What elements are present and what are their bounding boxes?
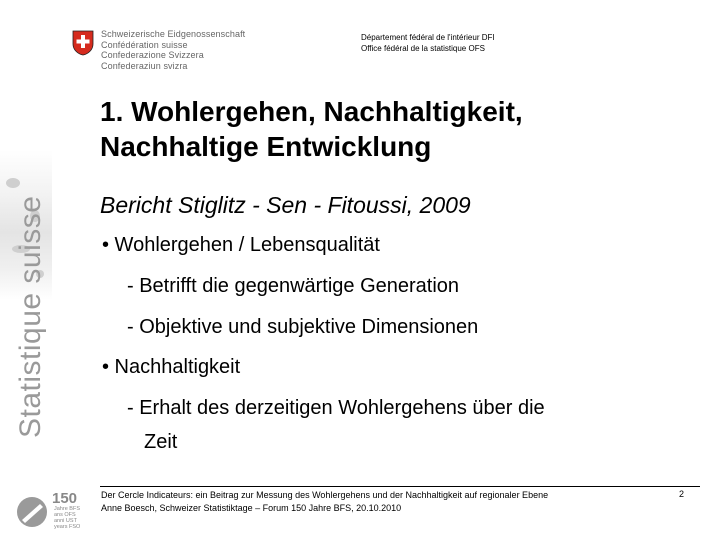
title-line-1: 1. Wohlergehen, Nachhaltigkeit, (100, 96, 523, 127)
title-line-2: Nachhaltige Entwicklung (100, 131, 432, 162)
footer-divider (100, 486, 700, 487)
anniversary-line-it: anni UST (54, 518, 77, 524)
bullet-wohlergehen: • Wohlergehen / Lebensqualität (102, 234, 380, 256)
anniversary-line-en: years FSO (54, 524, 81, 530)
page-number: 2 (679, 489, 685, 499)
footer-line-2: Anne Boesch, Schweizer Statistiktage – Forum 150 Jahre BFS, 20.10.2010 (101, 503, 402, 513)
confed-line-rm: Confederaziun svizra (101, 60, 188, 71)
footer-text (101, 489, 548, 515)
anniversary-line-de: Jahre BFS (54, 506, 80, 512)
sub-bullet-generation: - Betrifft die gegenwärtige Generation (127, 275, 460, 297)
footer-line-1: Der Cercle Indicateurs: ein Beitrag zur Messung des Wohlergehens und der Nachhaltigkeit auf regionaler Ebene (101, 490, 549, 500)
confed-line-fr: Confédération suisse (101, 39, 188, 50)
anniversary-logo (14, 490, 84, 534)
anniversary-circle-icon (14, 494, 50, 530)
sub-bullet-dimensionen: - Objektive und subjektive Dimensionen (127, 316, 479, 338)
department-line: Département fédéral de l'intérieur DFI (361, 33, 495, 42)
confederation-wordmark (101, 29, 245, 71)
swiss-coat-of-arms-icon (72, 30, 94, 56)
slide-title (100, 94, 700, 164)
sub-bullet-erhalt-continuation: Zeit (144, 431, 178, 453)
department-info (361, 32, 495, 54)
statistique-suisse-logo: Statistique suisse (14, 195, 47, 438)
confed-line-it: Confederazione Svizzera (101, 50, 204, 60)
office-line: Office fédéral de la statistique OFS (361, 44, 485, 53)
bullet-nachhaltigkeit: • Nachhaltigkeit (102, 356, 241, 378)
sub-bullet-erhalt: - Erhalt des derzeitigen Wohlergehens über die (127, 397, 545, 419)
confed-line-de: Schweizerische Eidgenossenschaft (101, 29, 246, 39)
anniversary-line-fr: ans OFS (54, 512, 76, 518)
anniversary-caption (54, 506, 80, 530)
anniversary-number: 150 (52, 490, 78, 507)
slide-subtitle: Bericht Stiglitz - Sen - Fitoussi, 2009 (100, 192, 471, 218)
